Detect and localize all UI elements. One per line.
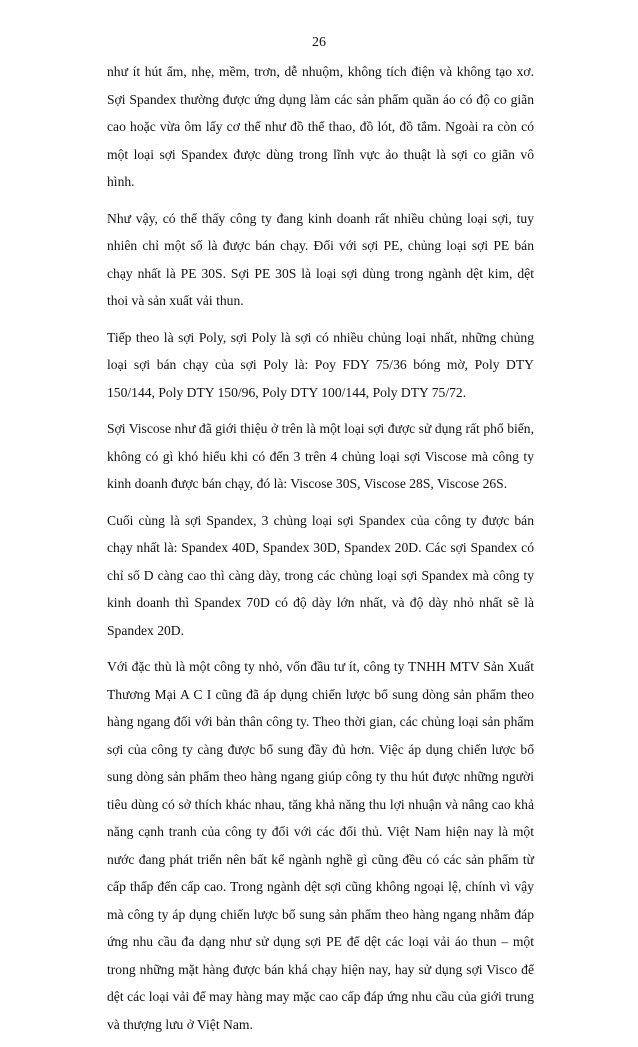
paragraph-pe-yarn: Như vậy, có thể thấy công ty đang kinh doanh rất nhiều chủng loại sợi, tuy nhiên chỉ một số là được bán chạy. Đối với sợi PE, chủng loại sợi PE bán chạy nhất là PE 30S. Sợi PE 30S là loại sợi dùng trong ngành dệt kim, dệt thoi và sản xuất vải thun. [107,210,534,308]
page-number: 26 [312,35,326,50]
paragraph-spandex-yarn: Cuối cùng là sợi Spandex, 3 chủng loại sợi Spandex của công ty được bán chạy nhất là: Spandex 40D, Spandex 30D, Spandex 20D. Các sợi Spandex có chỉ số D càng cao thì càng dày, trong các chủng loại sợi Spandex mà công ty kinh doanh thì Spandex 70D có độ dày lớn nhất, và độ dày nhỏ nhất sẽ là Spandex 20D. [107,512,534,638]
document-body [107,58,534,1047]
paragraph-spandex-properties: như ít hút ẩm, nhẹ, mềm, trơn, dễ nhuộm, không tích điện và không tạo xơ. Sợi Spandex thường được ứng dụng làm các sản phẩm quần áo có độ co giãn cao hoặc vừa ôm lấy cơ thể như đồ thể thao, đồ lót, đồ tắm. Ngoài ra còn có một loại sợi Spandex được dùng trong lĩnh vực ảo thuật là sợi co giãn vô hình. [107,64,534,189]
paragraph-viscose-yarn: Sợi Viscose như đã giới thiệu ở trên là một loại sợi được sử dụng rất phổ biến, không có gì khó hiểu khi có đến 3 trên 4 chủng loại sợi Viscose mà công ty kinh doanh được bán chạy, đó là: Viscose 30S, Viscose 28S, Viscose 26S. [107,421,534,491]
paragraph-strategy: Với đặc thù là một công ty nhỏ, vốn đầu tư ít, công ty TNHH MTV Sản Xuất Thương Mại A C I cũng đã áp dụng chiến lược bổ sung dòng sản phẩm theo hàng ngang đối với bản thân công ty. Theo thời gian, các chủng loại sản phẩm sợi của công ty càng được bổ sung đầy đủ hơn. Việc áp dụng chiến lược bổ sung dòng sản phẩm theo hàng ngang giúp công ty thu hút được những người tiêu dùng có sở thích khác nhau, tăng khả năng thu lợi nhuận và nâng cao khả năng cạnh tranh của công ty đối với các đối thủ. Việt Nam hiện nay là một nước đang phát triển nên bất kể ngành nghề gì cũng đều có các sản phẩm từ cấp thấp đến cấp cao. Trong ngành dệt sợi cũng không ngoại lệ, chính vì vậy mà công ty áp dụng chiến lược bổ sung sản phẩm theo hàng ngang nhằm đáp ứng nhu cầu đa dạng như sử dụng sợi PE để dệt các loại vải áo thun – một trong những mặt hàng được bán khá chạy hiện nay, hay sử dụng sợi Visco để dệt các loại vải để may hàng may mặc cao cấp đáp ứng nhu cầu của giới trung và thượng lưu ở Việt Nam. [107,659,534,1032]
paragraph-poly-yarn: Tiếp theo là sợi Poly, sợi Poly là sợi có nhiều chủng loại nhất, những chủng loại sợi bán chạy của sợi Poly là: Poy FDY 75/36 bóng mờ, Poly DTY 150/144, Poly DTY 150/96, Poly DTY 100/144, Poly DTY 75/72. [107,329,534,400]
